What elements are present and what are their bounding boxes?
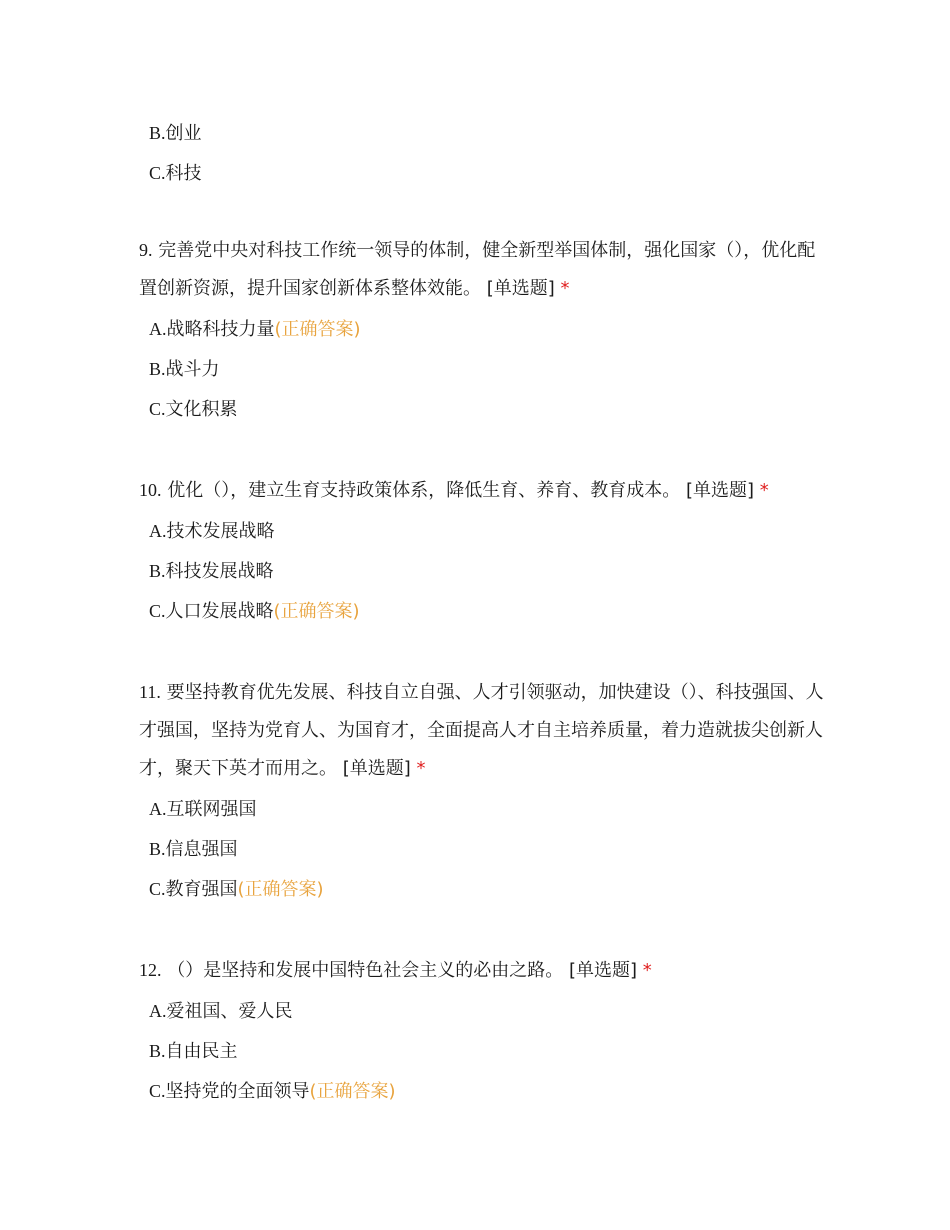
option-letter: A. xyxy=(149,799,167,819)
option-item xyxy=(149,556,829,596)
option-item xyxy=(149,834,829,874)
option-item xyxy=(149,874,829,914)
option-text: 创业 xyxy=(165,123,202,144)
question-number: 9. xyxy=(139,240,153,260)
option-list xyxy=(139,314,829,434)
required-mark: * xyxy=(642,960,652,981)
option-letter: C. xyxy=(149,601,166,621)
question-text xyxy=(139,673,829,788)
option-text: 科技 xyxy=(165,163,202,184)
option-letter: C. xyxy=(149,163,166,183)
question-12 xyxy=(139,951,829,1116)
required-mark: * xyxy=(416,758,426,779)
question-body: 完善党中央对科技工作统一领导的体制，健全新型举国体制，强化国家（），优化配置创新资源，提升国家创新体系整体效能。 xyxy=(139,240,816,299)
option-letter: C. xyxy=(149,399,166,419)
required-mark: * xyxy=(759,480,769,501)
option-letter: C. xyxy=(149,879,166,899)
question-number: 12. xyxy=(139,960,162,980)
option-item xyxy=(149,1076,829,1116)
option-letter: B. xyxy=(149,839,166,859)
option-text: 教育强国 xyxy=(165,879,238,900)
previous-question-options xyxy=(149,118,202,198)
option-letter: B. xyxy=(149,561,166,581)
question-10 xyxy=(139,471,829,636)
option-text: 文化积累 xyxy=(165,399,238,420)
option-item xyxy=(149,314,829,354)
question-type-label: [单选题] xyxy=(342,758,411,779)
option-letter: B. xyxy=(149,359,166,379)
question-9 xyxy=(139,231,829,434)
option-item xyxy=(149,996,829,1036)
option-item xyxy=(149,354,829,394)
option-letter: A. xyxy=(149,319,167,339)
option-letter: A. xyxy=(149,521,167,541)
question-11 xyxy=(139,673,829,914)
option-text: 信息强国 xyxy=(165,839,238,860)
option-item xyxy=(149,516,829,556)
question-type-label: [单选题] xyxy=(568,960,638,981)
required-mark: * xyxy=(560,278,570,299)
option-letter: C. xyxy=(149,1081,166,1101)
question-text xyxy=(139,231,829,308)
question-number: 10. xyxy=(139,480,162,500)
question-text xyxy=(139,471,829,510)
question-body: （）是坚持和发展中国特色社会主义的必由之路。 xyxy=(167,960,564,981)
question-text xyxy=(139,951,829,990)
correct-answer-label: (正确答案) xyxy=(237,879,324,900)
correct-answer-label: (正确答案) xyxy=(273,601,360,622)
correct-answer-label: (正确答案) xyxy=(274,319,361,340)
option-text: 坚持党的全面领导 xyxy=(165,1081,310,1102)
option-list xyxy=(139,794,829,914)
question-body: 优化（），建立生育支持政策体系，降低生育、养育、教育成本。 xyxy=(167,480,681,501)
question-type-label: [单选题] xyxy=(486,278,555,299)
option-letter: B. xyxy=(149,123,166,143)
option-text: 爱祖国、爱人民 xyxy=(166,1001,293,1022)
option-list xyxy=(139,996,829,1116)
option-text: 人口发展战略 xyxy=(165,601,274,622)
option-letter: B. xyxy=(149,1041,166,1061)
option-item xyxy=(149,596,829,636)
question-number: 11. xyxy=(139,682,161,702)
option-item xyxy=(149,158,202,198)
question-type-label: [单选题] xyxy=(685,480,755,501)
option-text: 科技发展战略 xyxy=(165,561,274,582)
option-item xyxy=(149,394,829,434)
option-text: 战略科技力量 xyxy=(166,319,275,340)
option-list xyxy=(139,516,829,636)
option-item xyxy=(149,1036,829,1076)
option-text: 战斗力 xyxy=(165,359,220,380)
option-item xyxy=(149,118,202,158)
option-text: 技术发展战略 xyxy=(166,521,275,542)
question-body: 要坚持教育优先发展、科技自立自强、人才引领驱动，加快建设（）、科技强国、人才强国，坚持为党育人、为国育才，全面提高人才自主培养质量，着力造就拔尖创新人才，聚天下英才而用之。 xyxy=(139,682,824,779)
option-text: 互联网强国 xyxy=(166,799,257,820)
option-letter: A. xyxy=(149,1001,167,1021)
option-item xyxy=(149,794,829,834)
correct-answer-label: (正确答案) xyxy=(309,1081,396,1102)
option-text: 自由民主 xyxy=(165,1041,238,1062)
